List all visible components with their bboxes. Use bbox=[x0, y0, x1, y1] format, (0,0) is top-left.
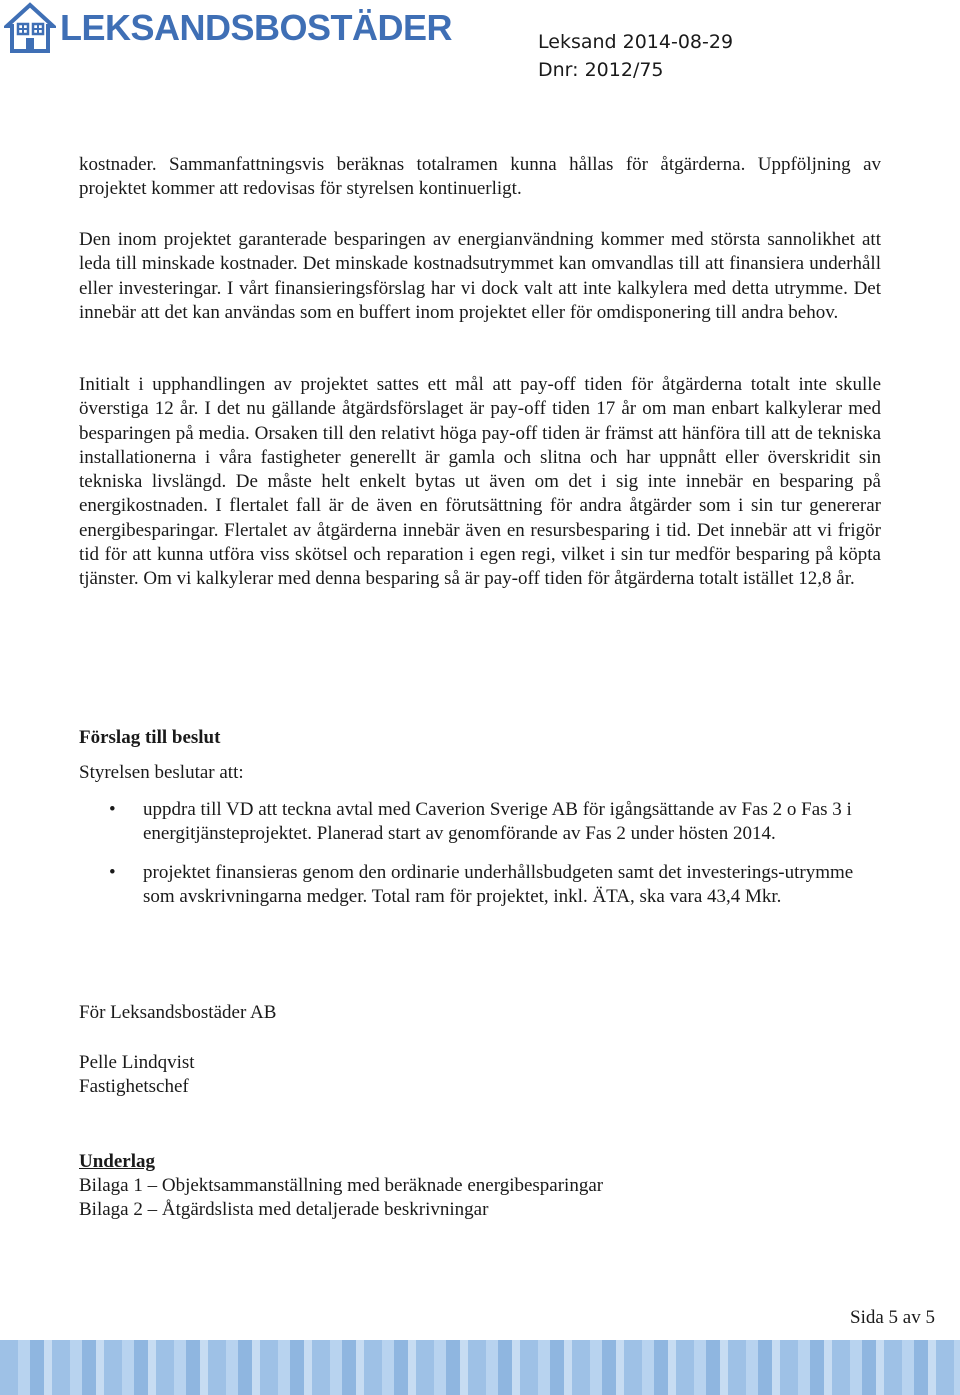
logo-text: LEKSANDSBOSTÄDER bbox=[60, 7, 453, 48]
proposal-intro: Styrelsen beslutar att: bbox=[79, 762, 244, 783]
paragraph-text: kostnader. Sammanfattningsvis beräknas totalramen kunna hållas för åtgärderna. Uppföljning av projektet kommer att redovisas för styrelsen kontinuerligt. bbox=[79, 154, 881, 200]
list-item-text: projektet finansieras genom den ordinarie underhållsbudgeten samt det investerings-utrymme som avskrivningarna medger. Total ram för projektet, inkl. ÄTA, ska vara 43,4 Mkr. bbox=[143, 862, 854, 907]
attachments-heading: Underlag bbox=[79, 1151, 155, 1172]
company-logo bbox=[4, 2, 452, 54]
attachment-item: Bilaga 1 – Objektsammanställning med beräknade energibesparingar bbox=[79, 1175, 604, 1196]
signature-org: För Leksandsbostäder AB bbox=[79, 1002, 277, 1023]
place-date: Leksand 2014-08-29 bbox=[538, 31, 734, 53]
attachments-list bbox=[79, 1174, 603, 1222]
signature-block bbox=[79, 1051, 195, 1099]
list-item-text: uppdra till VD att teckna avtal med Caverion Sverige AB för igångsättande av Fas 2 o Fas 3 i energitjänsteprojektet. Planerad start av genomförande av Fas 2 under hösten 2014. bbox=[143, 799, 852, 844]
list-item bbox=[79, 861, 879, 909]
paragraph-text: Initialt i upphandlingen av projektet sattes ett mål att pay-off tiden för åtgärderna totalt inte skulle överstiga 12 år. I det nu gällande åtgärdsförslaget är pay-off tiden 17 år om man enbart kalkylerar med besparingen på media. Orsaken till den relativt höga pay-off tiden är främst att hänföra till att de tekniska installationerna i våra fastigheter generellt är gamla och slitna och har uppnått eller överskridit sin tekniska livslängd. De måste helt enkelt bytas ut även om det i sig inte innebär en besparing på energikostnaden. I flertalet fall är de även en förutsättning för andra åtgärder som i sin tur genererar energibesparingar. Flertalet av åtgärderna innebär även en resursbesparing i tid. Det innebär att vi frigör tid för att kunna utföra viss skötsel och reparation i egen regi, vilket i sin tur medför besparing på köpta tjänster. Om vi kalkylerar med denna besparing så är pay-off tiden för åtgärderna totalt istället 12,8 år. bbox=[79, 374, 881, 590]
registration-number: Dnr: 2012/75 bbox=[538, 59, 664, 81]
proposal-heading: Förslag till beslut bbox=[79, 727, 221, 748]
proposal-list bbox=[79, 798, 879, 924]
paragraph-2 bbox=[79, 228, 881, 325]
page-number: Sida 5 av 5 bbox=[850, 1307, 935, 1328]
footer-decorative-band bbox=[0, 1340, 960, 1395]
attachment-item: Bilaga 2 – Åtgärdslista med detaljerade beskrivningar bbox=[79, 1199, 489, 1220]
signatory-name: Pelle Lindqvist bbox=[79, 1052, 195, 1073]
document-meta bbox=[538, 28, 733, 84]
house-icon bbox=[4, 2, 56, 54]
paragraph-text: Den inom projektet garanterade besparingen av energianvändning kommer med största sannolikhet att leda till minskade kostnader. Det minskade kostnadsutrymmet kan omvandlas till att finansiera underhåll eller investeringar. I vårt finansieringsförslag har vi dock valt att inte kalkylera med detta utrymme. Det innebär att det kan användas som en buffert inom projektet eller för omdisponering till andra behov. bbox=[79, 229, 881, 323]
list-item bbox=[79, 798, 879, 846]
paragraph-1 bbox=[79, 153, 881, 202]
bullet-icon: • bbox=[109, 862, 116, 883]
paragraph-3 bbox=[79, 373, 881, 592]
bullet-icon: • bbox=[109, 799, 116, 820]
signatory-title: Fastighetschef bbox=[79, 1076, 189, 1097]
